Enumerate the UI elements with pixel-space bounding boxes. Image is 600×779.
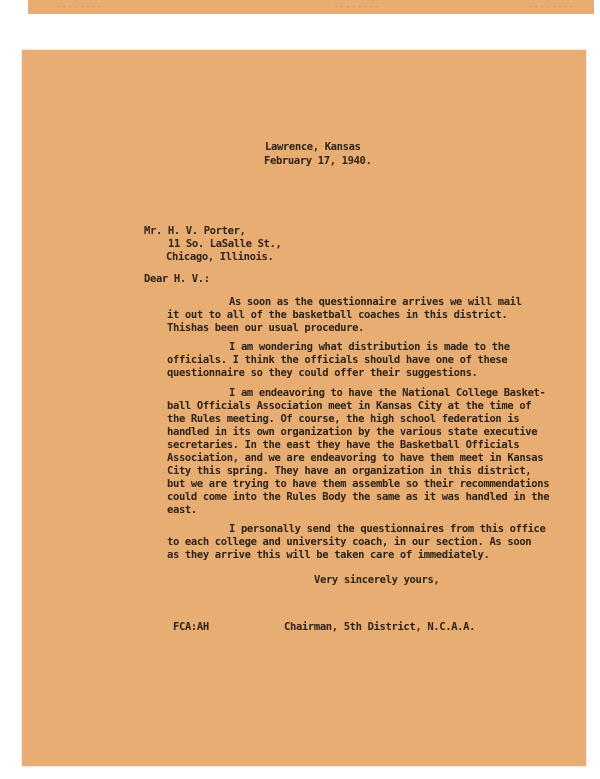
paragraph-1-line: it out to all of the basketball coaches in this district. [167, 309, 508, 321]
paragraph-4-line: as they arrive this will be taken care of immediately. [167, 549, 490, 561]
paragraph-3-line: could come into the Rules Body the same as it was handled in the [167, 491, 550, 503]
paragraph-2-line: I am wondering what distribution is made to the [229, 341, 510, 353]
paragraph-3-line: secretaries. In the east they have the Basketball Officials [167, 439, 520, 451]
strip-text-right: -------- [528, 2, 575, 11]
recipient-city: Chicago, Illinois. [166, 251, 274, 263]
letter-date: February 17, 1940. [264, 155, 372, 167]
paragraph-2-line: officials. I think the officials should have one of these [167, 354, 508, 366]
paragraph-3-line: east. [167, 504, 197, 516]
paragraph-3-line: the Rules meeting. Of course, the high school federation is [167, 413, 520, 425]
signature-title: Chairman, 5th District, N.C.A.A. [284, 621, 476, 633]
paragraph-3-line: Association, and we are endeavoring to have them meet in Kansas [167, 452, 544, 464]
paragraph-4-line: to each college and university coach, in our section. As soon [167, 536, 532, 548]
paragraph-1-line: As soon as the questionnaire arrives we will mail [229, 296, 522, 308]
paragraph-3-line: handled in its own organization by the various state executive [167, 426, 538, 438]
recipient-street: 11 So. LaSalle St., [168, 238, 282, 250]
paragraph-4-line: I personally send the questionnaires from this office [229, 523, 546, 535]
letter-place: Lawrence, Kansas [265, 141, 361, 153]
paragraph-3-line: City this spring. They have an organization in this district, [167, 465, 532, 477]
closing: Very sincerely yours, [314, 574, 440, 586]
top-paper-strip [28, 0, 594, 14]
paragraph-3-line: but we are trying to have them assemble so their recommendations [167, 478, 550, 490]
paragraph-1-line: Thishas been our usual procedure. [167, 322, 365, 334]
paragraph-2-line: questionnaire so they could offer their suggestions. [167, 367, 478, 379]
strip-text-left: -------- [56, 2, 103, 11]
strip-text-center: -------- [334, 2, 381, 11]
salutation: Dear H. V.: [144, 273, 210, 285]
paragraph-3-line: ball Officials Association meet in Kansas City at the time of [167, 400, 532, 412]
recipient-name: Mr. H. V. Porter, [144, 225, 246, 237]
paragraph-3-line: I am endeavoring to have the National College Basket- [229, 387, 546, 399]
typist-initials: FCA:AH [173, 621, 209, 633]
